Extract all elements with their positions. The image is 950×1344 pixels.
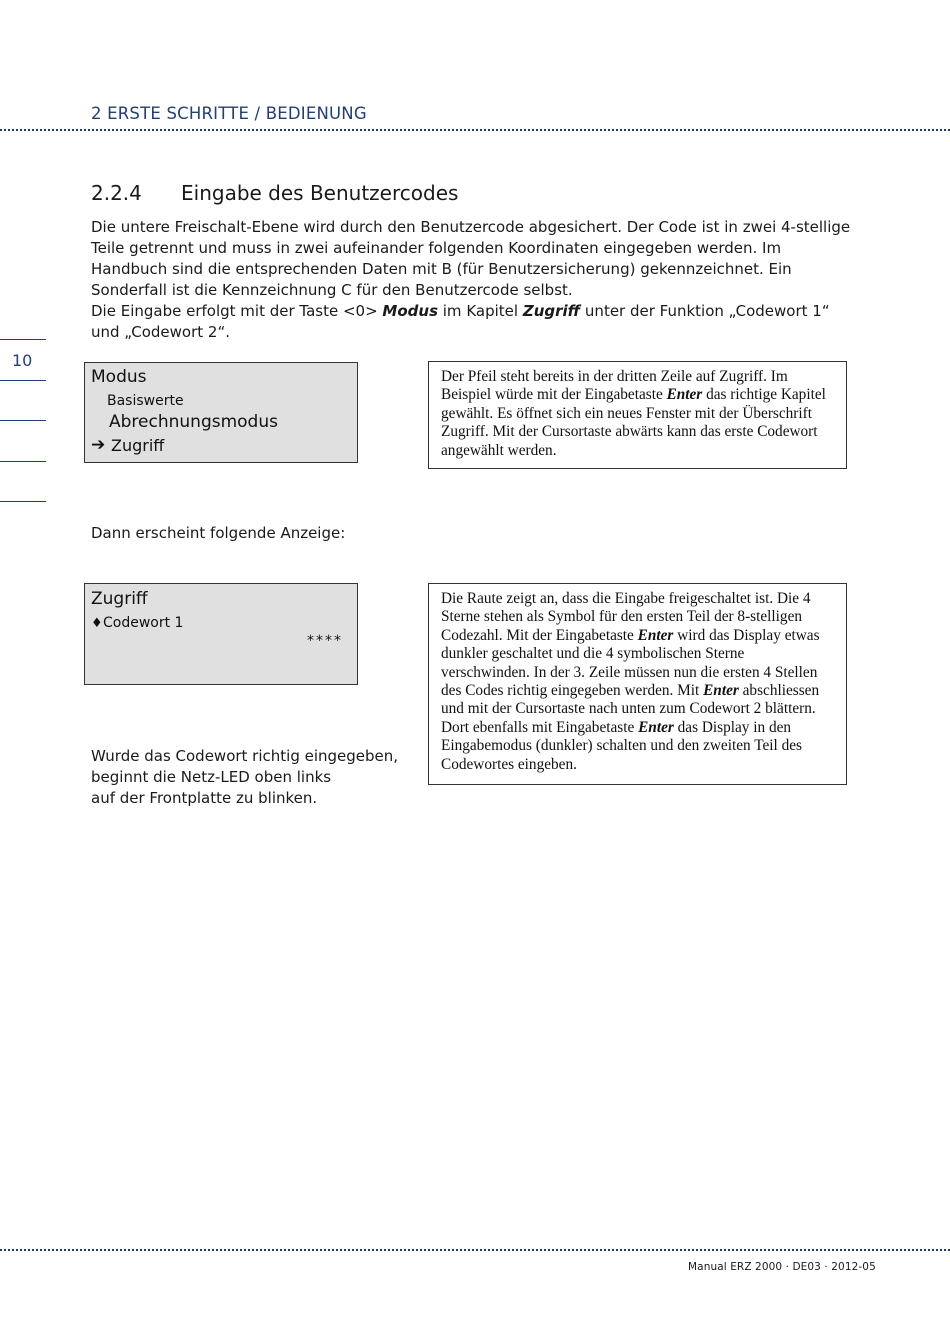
- intro-text-part: unter der Funktion „Codewort 1“ und „Codewort 2“.: [91, 302, 830, 341]
- result-line: auf der Frontplatte zu blinken.: [91, 789, 318, 807]
- note-text: das richtige Kapitel gewählt. Es öffnet sich ein neues Fenster mit der Überschrift Zugriff. Mit der Cursortaste abwärts kann das erste Codewort angewählt werden.: [441, 386, 826, 459]
- diamond-icon: ♦: [91, 616, 103, 631]
- result-line: Wurde das Codewort richtig eingegeben,: [91, 747, 399, 765]
- note-text: wird das Display etwas dunkler geschaltet und die 4 symbolischen Sterne verschwinden. In der 3. Zeile müssen nun die ersten 4 Stellen des Codes richtig eingegeben werden. Mit: [441, 626, 820, 700]
- margin-rule: [0, 501, 46, 502]
- enter-keyword: Enter: [703, 682, 739, 700]
- note-text: Der Pfeil steht bereits in der dritten Zeile auf Zugriff. Im Beispiel würde mit der Eingabetaste: [441, 368, 788, 404]
- note-box-2: [428, 583, 847, 785]
- intro-paragraph: [91, 217, 851, 343]
- note-box-1: [428, 361, 847, 469]
- margin-rule: [0, 380, 46, 381]
- page-number: 10: [12, 351, 33, 370]
- display-title: Modus: [91, 367, 147, 387]
- display-line-abrechnungsmodus: Abrechnungsmodus: [109, 412, 278, 432]
- margin-rule: [0, 420, 46, 421]
- enter-keyword: Enter: [666, 386, 703, 404]
- section-title-text: Eingabe des Benutzercodes: [181, 181, 459, 205]
- display-line-zugriff: Zugriff: [111, 436, 165, 455]
- modus-keyword: Modus: [382, 302, 438, 320]
- note-text: Die Raute zeigt an, dass die Eingabe freigeschaltet ist. Die 4 Sterne stehen als Symbol für den ersten Teil der 8-stelligen Codezahl. Mit der Eingabetaste: [441, 590, 811, 644]
- margin-rule: [0, 339, 46, 340]
- chapter-heading: 2 ERSTE SCHRITTE / BEDIENUNG: [91, 104, 367, 123]
- intro-text-2: [91, 301, 851, 343]
- enter-keyword: Enter: [637, 626, 674, 644]
- then-text: Dann erscheint folgende Anzeige:: [91, 524, 346, 542]
- result-line: beginnt die Netz-LED oben links: [91, 768, 332, 786]
- footer-divider: [0, 1249, 950, 1251]
- display-line-basiswerte: Basiswerte: [107, 393, 184, 409]
- enter-keyword: Enter: [638, 718, 674, 736]
- section-title: [91, 181, 458, 205]
- margin-rule: [0, 461, 46, 462]
- intro-text-part: im Kapitel: [438, 302, 523, 320]
- header-divider: [0, 129, 950, 131]
- zugriff-keyword: Zugriff: [522, 302, 581, 320]
- intro-text: Die untere Freischalt-Ebene wird durch den Benutzercode abgesichert. Der Code ist in zwei 4-stellige Teile getrennt und muss in zwei aufeinander folgenden Koordinaten eingegeben werden. Im Handbuch sind die entsprechenden Daten mit B (für Benutzersicherung) gekennzeichnet. Ein Sonderfall ist die Kennzeichnung C für den Benutzercode selbst.: [91, 218, 851, 299]
- footer-text: Manual ERZ 2000 · DE03 · 2012-05: [688, 1261, 876, 1273]
- display-line-codewort: Codewort 1: [103, 615, 184, 631]
- display-modus: [84, 362, 358, 463]
- section-number: 2.2.4: [91, 181, 142, 205]
- display-zugriff: [84, 583, 358, 685]
- note-text: abschliessen und mit der Cursortaste nach unten zum Codewort 2 blättern. Dort ebenfalls mit Eingabetaste: [441, 682, 820, 736]
- note-text: das Display in den Eingabemodus (dunkler) schalten und den zweiten Teil des Codewortes eingeben.: [441, 718, 802, 773]
- intro-text-part: Die Eingabe erfolgt mit der Taste <0>: [91, 302, 383, 320]
- display-code-stars: ****: [307, 633, 343, 649]
- arrow-icon: ➔: [91, 435, 106, 455]
- display-title: Zugriff: [91, 589, 148, 609]
- result-paragraph: [91, 746, 398, 809]
